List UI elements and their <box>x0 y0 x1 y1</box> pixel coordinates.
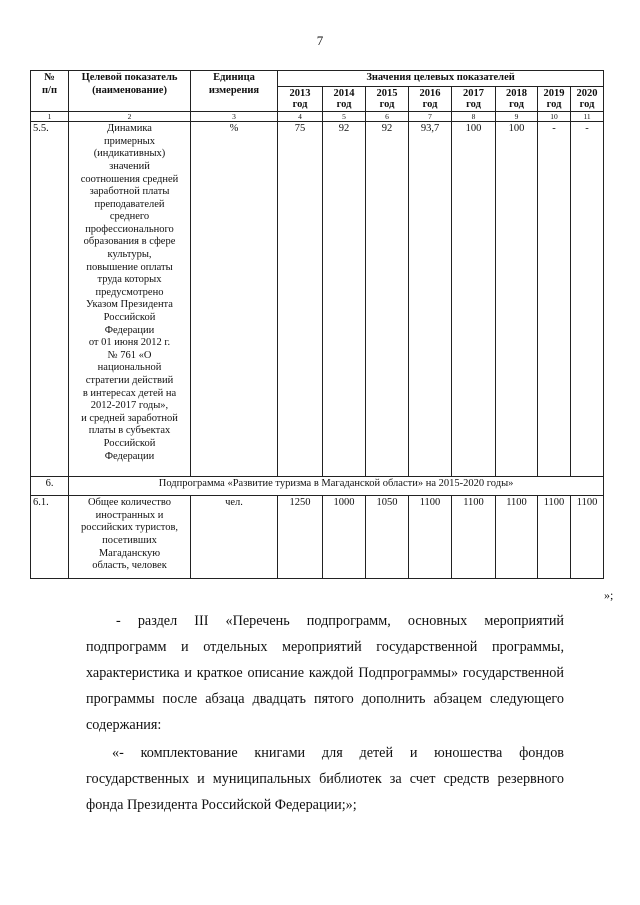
year-number: 2013 <box>289 87 311 99</box>
column-number: 6 <box>366 111 409 122</box>
value-cell: 93,7 <box>409 122 452 477</box>
year-suffix: год <box>546 98 562 110</box>
value-cell: 100 <box>496 122 538 477</box>
row-unit: чел. <box>191 496 278 579</box>
header-values: Значения целевых показателей <box>278 71 604 87</box>
section-num: 6. <box>31 477 69 496</box>
column-number: 5 <box>323 111 366 122</box>
header-unit <box>191 71 278 112</box>
column-number: 10 <box>538 111 571 122</box>
table-row-5-5 <box>31 122 604 477</box>
value-cell: - <box>538 122 571 477</box>
column-number: 8 <box>452 111 496 122</box>
column-number: 2 <box>69 111 191 122</box>
row-unit: % <box>191 122 278 477</box>
year-number: 2019 <box>543 87 565 99</box>
year-header <box>538 86 571 111</box>
column-numbers-row <box>31 111 604 122</box>
header-name <box>69 71 191 112</box>
header-num-text: № п/п <box>41 72 58 96</box>
header-unit-text: Единица измерения <box>208 72 260 96</box>
value-cell: 75 <box>278 122 323 477</box>
column-number: 7 <box>409 111 452 122</box>
year-number: 2020 <box>576 87 598 99</box>
row-num: 6.1. <box>31 496 69 579</box>
year-header <box>571 86 604 111</box>
row-name <box>69 122 191 477</box>
year-suffix: год <box>379 98 395 110</box>
year-number: 2014 <box>333 87 355 99</box>
section-title: Подпрограмма «Развитие туризма в Магаданской области» на 2015-2020 годы» <box>69 477 604 496</box>
header-name-text: Целевой показатель (наименование) <box>81 72 178 96</box>
paragraph-library-books-text: «- комплектование книгами для детей и юношества фондов государственных и муниципальных библиотек за счет средств резервного фонда Президента Российской Федерации;»; <box>86 745 564 813</box>
year-suffix: год <box>579 98 595 110</box>
year-header <box>452 86 496 111</box>
year-number: 2017 <box>463 87 484 99</box>
column-number: 4 <box>278 111 323 122</box>
header-num <box>31 71 69 112</box>
column-number: 1 <box>31 111 69 122</box>
value-cell: 1100 <box>496 496 538 579</box>
row-name-text: Общее количество иностранных и российских туристов, посетивших Магаданскую область, человек <box>80 497 179 572</box>
value-cell: 92 <box>366 122 409 477</box>
paragraph-library-books <box>86 740 564 818</box>
value-cell: 100 <box>452 122 496 477</box>
row-num: 5.5. <box>31 122 69 477</box>
row-name-text: Динамика примерных (индикативных) значений соотношения средней заработной платы преподавателей среднего профессионального образования в сфере культуры, повышение оплаты труда которых предусмотрено Указом Президента Российской Федерации от 01 июня 2012 г. № 761 «О национальной стратегии действий в интересах детей на 2012-2017 годы», и средней заработной платы в субъектах Российской Федерации <box>80 123 179 462</box>
page-number: 7 <box>316 33 324 48</box>
table-row-6-1 <box>31 496 604 579</box>
year-header <box>366 86 409 111</box>
value-cell: 1250 <box>278 496 323 579</box>
year-suffix: год <box>509 98 524 110</box>
year-suffix: год <box>292 98 308 110</box>
year-suffix: год <box>336 98 352 110</box>
indicators-table <box>30 70 604 579</box>
value-cell: - <box>571 122 604 477</box>
value-cell: 92 <box>323 122 366 477</box>
value-cell: 1050 <box>366 496 409 579</box>
table-closing-quote: »; <box>604 588 614 602</box>
year-header <box>496 86 538 111</box>
year-number: 2018 <box>506 87 527 99</box>
row-name <box>69 496 191 579</box>
year-number: 2016 <box>419 87 441 99</box>
value-cell: 1000 <box>323 496 366 579</box>
column-number: 11 <box>571 111 604 122</box>
value-cell: 1100 <box>571 496 604 579</box>
year-header <box>278 86 323 111</box>
value-cell: 1100 <box>409 496 452 579</box>
year-header <box>409 86 452 111</box>
year-header <box>323 86 366 111</box>
paragraph-section-iii-text: - раздел III «Перечень подпрограмм, основных мероприятий подпрограмм и отдельных мероприятий государственной программы, характеристика и краткое описание каждой Подпрограммы» государственной программы после абзаца двадцать пятого дополнить абзацем следующего содержания: <box>86 613 564 733</box>
column-number: 3 <box>191 111 278 122</box>
year-suffix: год <box>466 98 481 110</box>
paragraph-section-iii <box>86 608 564 738</box>
year-suffix: год <box>422 98 438 110</box>
column-number: 9 <box>496 111 538 122</box>
section-row-6 <box>31 477 604 496</box>
value-cell: 1100 <box>452 496 496 579</box>
value-cell: 1100 <box>538 496 571 579</box>
year-number: 2015 <box>376 87 398 99</box>
